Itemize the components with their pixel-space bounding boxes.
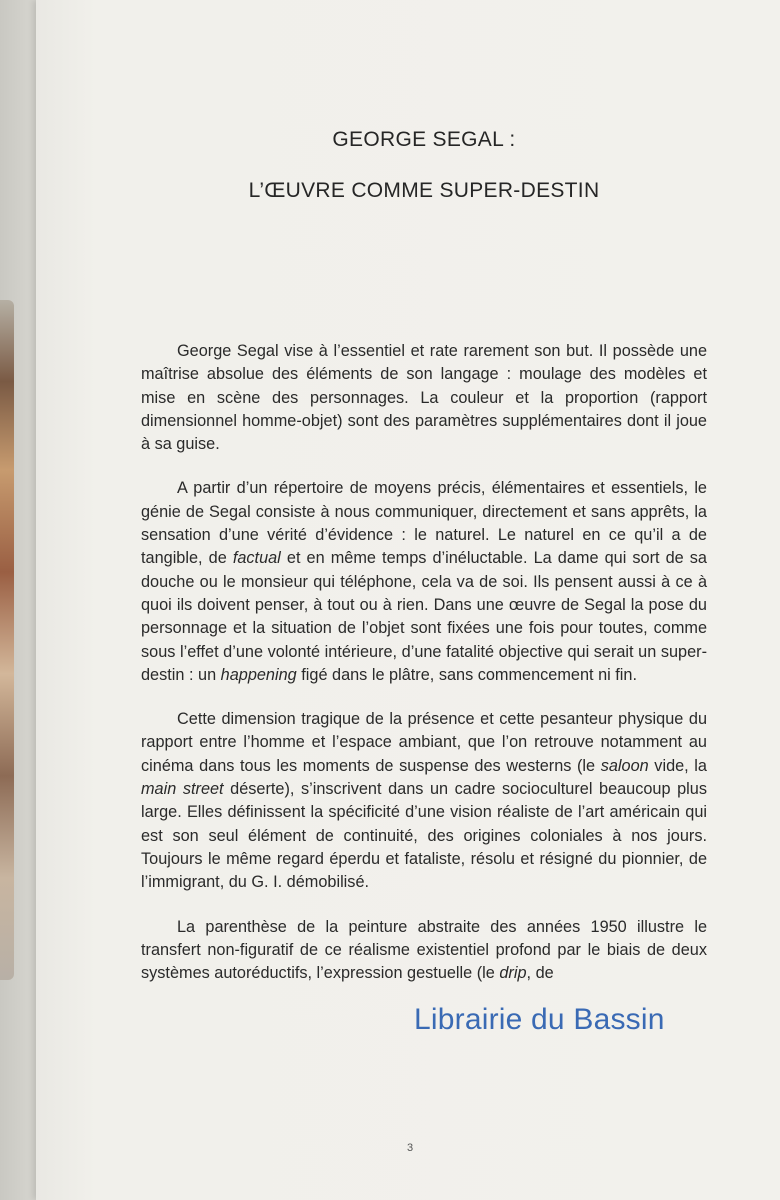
paragraph-text: George Segal vise à l’essentiel et rate rarement son but. Il possède une maîtrise absolue des éléments de son langage : moulage des modèles et mise en scène des personnages. La couleur et la proportion (rapport dimensionnel homme-objet) sont des paramètres supplémentaires dont il joue à sa guise. (141, 342, 707, 454)
italic-term-saloon: saloon (600, 756, 649, 775)
paragraph-text: et en même temps d’inéluctable. La dame qui sort de sa douche ou le monsieur qui téléphone, cela va de soi. Ils pensent aussi à ce à quoi ils doivent penser, à tout ou à rien. Dans une œuvre de Segal la pose du personnage et la situation de l’objet sont fixées une fois pour toutes, comme sous l’effet d’une volonté intérieure, d’une fatalité objective qui serait un super-destin : un (141, 549, 707, 684)
paragraph-1 (141, 340, 707, 456)
paragraph-text: La parenthèse de la peinture abstraite des années 1950 illustre le transfert non-figuratif de ce réalisme existentiel profond par le biais de deux systèmes autoréductifs, l’expression gestuelle (le (141, 917, 707, 983)
paragraph-text: figé dans le plâtre, sans commencement ni fin. (296, 665, 637, 684)
book-page (36, 0, 780, 1200)
paragraph-text: , de (526, 964, 554, 983)
italic-term-drip: drip (499, 964, 527, 983)
title-line-2: L’ŒUVRE COMME SUPER-DESTIN (248, 179, 600, 202)
italic-term-main-street: main street (141, 780, 224, 799)
watermark: Librairie du Bassin (414, 1003, 665, 1036)
adjacent-artwork-edge (0, 300, 14, 980)
paragraph-4 (141, 916, 707, 986)
italic-term-factual: factual (232, 549, 281, 568)
paragraph-text: vide, la (648, 756, 707, 775)
body-text (141, 340, 707, 1006)
page-number: 3 (406, 1142, 414, 1154)
paragraph-text: déserte), s’inscrivent dans un cadre socioculturel beaucoup plus large. Elles définissent la spécificité d’une vision réaliste de l’art américain qui est son seul élément de continuité, des origines coloniales à nos jours. Toujours le même regard éperdu et fataliste, résolu et résigné du pionnier, de l’immigrant, du G. I. démobilisé. (141, 780, 707, 892)
title-line-1: GEORGE SEGAL : (332, 128, 516, 151)
paragraph-text: A partir d’un répertoire de moyens précis, élémentaires et essentiels, le génie de Segal consiste à nous communiquer, directement et sans apprêts, la sensation d’une vérité d’évidence : le naturel. Le naturel en ce qu’il a de tangible, de (141, 479, 707, 568)
italic-term-happening: happening (220, 665, 297, 684)
paragraph-3 (141, 708, 707, 894)
paragraph-2 (141, 477, 707, 687)
paragraph-text: Cette dimension tragique de la présence et cette pesanteur physique du rapport entre l’homme et l’espace ambiant, que l’on retrouve notamment au cinéma dans tous les moments de suspense des westerns (le (141, 710, 707, 775)
adjacent-page-edge (0, 0, 40, 1200)
